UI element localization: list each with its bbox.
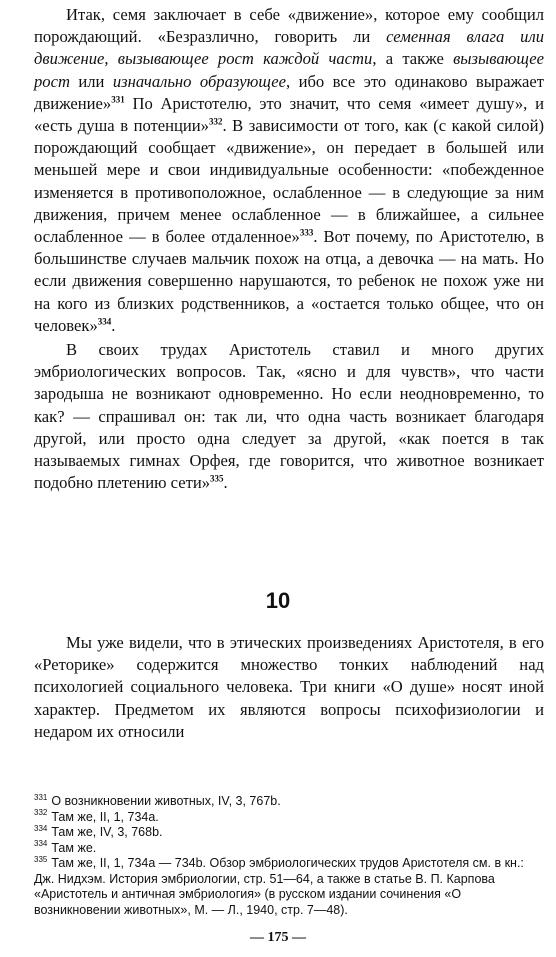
footnote-333: $^{334}$ Там же, IV, 3, 768b. bbox=[34, 823, 163, 839]
paragraph-1: Итак, семя заключает в себе «движение», которое ему сообщил порождающий. «Безразлично, говорить ли семенная влага или движение, вызывающее рост каждой части, а также вызывающее рост или изначально образующее, ибо все это одинаково выражает движение»$^{331}$ По Аристотелю, это значит, что семя «имеет душу», и «есть душа в потенции»$^{332}$. В зависимости от того, как (с какой силой) порождающий сообщает «движение», он передает в большей или меньшей мере и свои индивидуальные особенности: «побежденное изменяется в противоположное, ослабленное — в следующие за ним движения, причем менее ослабленное — в ближайшее, а сильнее ослабленное — в более отдаленное»$^{333}$. Вот почему, по Аристотелю, в большинстве случаев мальчик похож на отца, а девочка — на мать. Но если движения совершенно нарушаются, то ребенок не похож уже ни на кого из близких родственников, а «остается только общее, что он человек»$^{334}$. bbox=[34, 5, 545, 335]
footnote-ref: 335 bbox=[210, 473, 224, 484]
footnote-ref: 332 bbox=[208, 116, 223, 127]
footnote-ref: 333 bbox=[299, 227, 314, 238]
footnotes bbox=[34, 794, 542, 918]
paragraph-2: В своих трудах Аристотель ставил и много других эмбриологических вопросов. Так, «ясно и для чувств», что части зародыша не возникают одновременно. Но если неодновременно, то как? — спрашивал он: так ли, что одна часть возникает благодаря другой, или просто одна следует за другой, «как поется в так называемых гимнах Орфея, где говорится, что животное возникает подобно плетению сети»$^{335}$. bbox=[34, 340, 544, 493]
section-paragraph: Мы уже видели, что в этических произведениях Аристотеля, в его «Реторике» содержится множество тонких наблюдений над психологией социального человека. Три книги «О душе» носят иной характер. Предметом их являются вопросы психофизиологии и недаром их относили bbox=[34, 633, 544, 741]
footnote-ref: 334 bbox=[97, 316, 112, 327]
footnote-332: $^{332}$ Там же, II, 1, 734a. bbox=[34, 808, 159, 824]
footnote-ref: 331 bbox=[111, 94, 125, 105]
section-number: 10 bbox=[265, 588, 291, 613]
footnote-331: $^{331}$ О возникновении животных, IV, 3, 767b. bbox=[34, 792, 281, 808]
page-number: — 175 — bbox=[250, 930, 306, 945]
main-text bbox=[34, 4, 544, 494]
footnote-334: $^{334}$ Там же. bbox=[34, 839, 97, 855]
footnote-335: $^{335}$ Там же, II, 1, 734a — 734b. Обзор эмбриологических трудов Аристотеля см. в кн.: Дж. Нидхэм. История эмбриологии, стр. 51—64, а также в статье В. П. Карпова «Аристотель и античная эмбриология» (в русском издании сочинения «О возникновении животных», М. — Л., 1940, стр. 7—48). bbox=[34, 854, 524, 917]
section-text bbox=[34, 632, 544, 743]
